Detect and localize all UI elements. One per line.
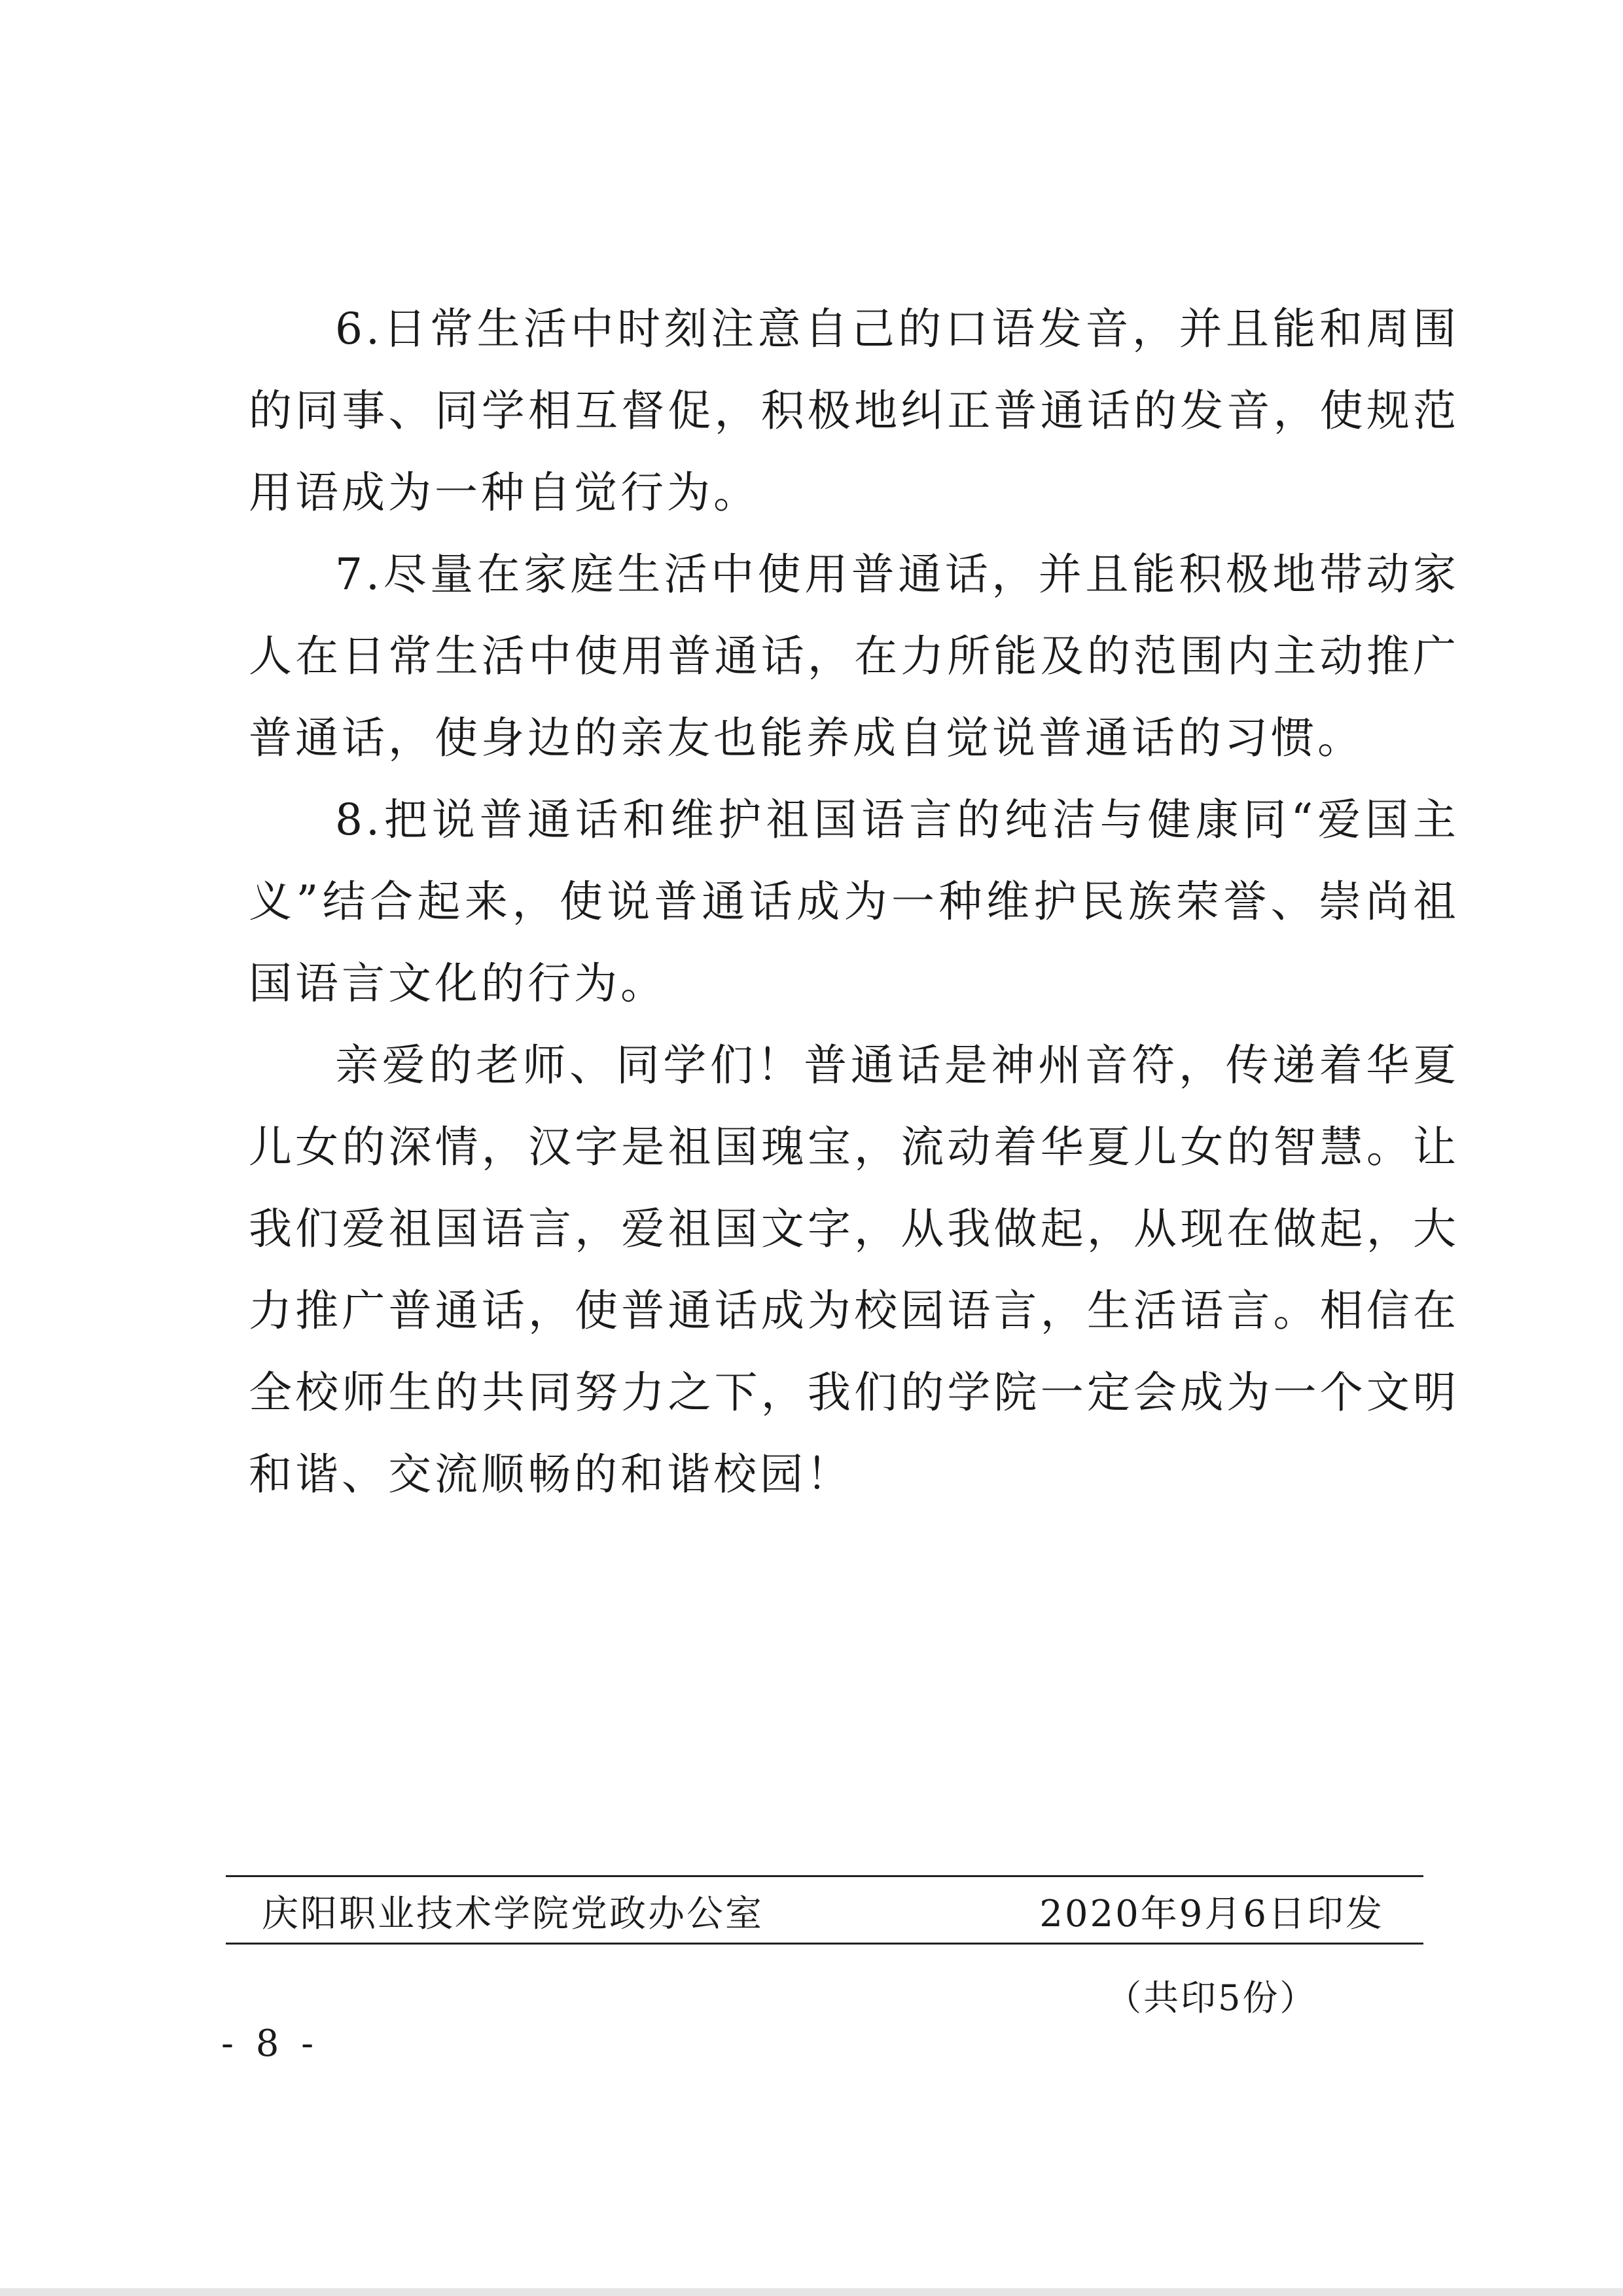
paragraph-closing: 亲爱的老师、同学们！普通话是神州音符，传递着华夏儿女的深情，汉字是祖国瑰宝，流动着华夏儿女的智慧。让我们爱祖国语言，爱祖国文字，从我做起，从现在做起，大力推广普通话，使普通话成为校园语言，生活语言。相信在全校师生的共同努力之下，我们的学院一定会成为一个文明和谐、交流顺畅的和谐校园！ <box>249 1040 1459 1499</box>
copies-count: （共印5份） <box>1106 1977 1317 2018</box>
footer-top-rule <box>226 1875 1423 1877</box>
issue-date: 2020年9月6日印发 <box>1039 1893 1384 1935</box>
scan-edge-strip <box>0 2288 1623 2296</box>
footer-issue-line <box>226 1885 1423 1937</box>
page-number: - 8 - <box>221 2022 319 2065</box>
paragraph-item-7: 7.尽量在家庭生活中使用普通话，并且能积极地带动家人在日常生活中使用普通话，在力所能及的范围内主动推广普通话，使身边的亲友也能养成自觉说普通话的习惯。 <box>249 549 1459 763</box>
paragraph-item-6: 6.日常生活中时刻注意自己的口语发音，并且能和周围的同事、同学相互督促，积极地纠正普通话的发音，使规范用语成为一种自觉行为。 <box>249 304 1459 518</box>
footer-bottom-rule <box>226 1943 1423 1945</box>
paragraph-item-8: 8.把说普通话和维护祖国语言的纯洁与健康同“爱国主义”结合起来，使说普通话成为一种维护民族荣誉、崇尚祖国语言文化的行为。 <box>249 795 1459 1009</box>
body-text <box>249 288 1459 1515</box>
issuer-name: 庆阳职业技术学院党政办公室 <box>262 1893 764 1935</box>
